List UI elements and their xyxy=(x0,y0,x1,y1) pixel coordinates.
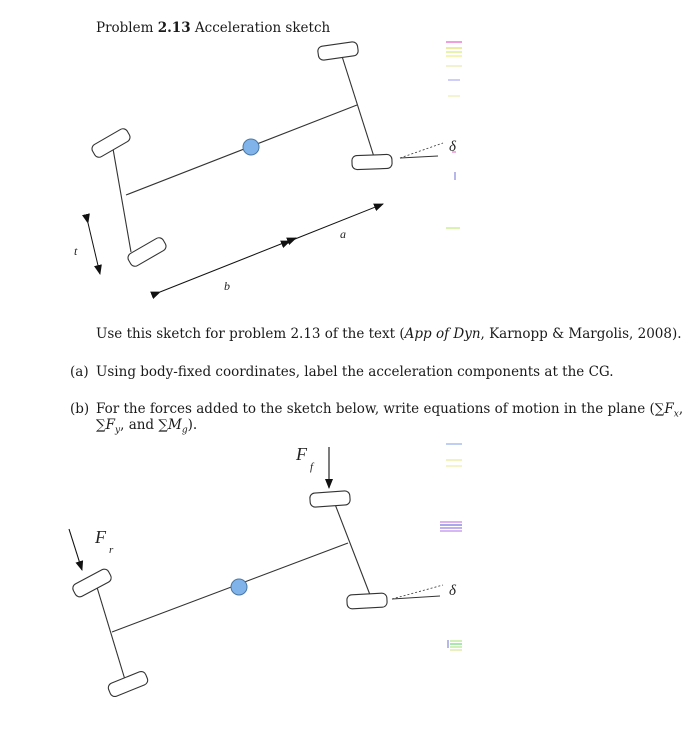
track-dimension-arrow xyxy=(88,223,100,274)
rear-axle xyxy=(112,143,131,252)
part-b xyxy=(70,401,89,418)
title-rest: Acceleration sketch xyxy=(194,20,331,36)
title-prefix: Problem xyxy=(96,20,154,36)
fy-symbol: F xyxy=(105,417,116,433)
part-a xyxy=(70,364,89,381)
a-dimension-arrow xyxy=(290,204,383,241)
track-label: t xyxy=(74,244,78,258)
part-a-text: Using body-fixed coordinates, label the acceleration components at the CG. xyxy=(96,364,614,380)
front-right-wheel xyxy=(352,154,392,169)
fy-subscript: y xyxy=(115,425,121,436)
part-b-label: (b) xyxy=(70,401,90,417)
part-b-line2-mid: , and ∑ xyxy=(120,417,169,433)
part-b-line2-end: ). xyxy=(187,417,198,433)
steer-angle-label-2: δ xyxy=(449,583,456,599)
intro-book: App of Dyn xyxy=(404,326,481,342)
front-right-wheel-2 xyxy=(347,593,388,609)
front-force-label: F xyxy=(296,444,307,464)
rear-force-subscript: r xyxy=(109,544,114,556)
front-force-subscript: f xyxy=(310,461,314,473)
sum-symbol: ∑ xyxy=(96,417,106,433)
cg-marker xyxy=(243,139,259,155)
acceleration-sketch xyxy=(90,41,443,268)
steer-wheel-line-2 xyxy=(392,596,440,599)
fx-subscript: x xyxy=(673,409,679,420)
front-left-wheel xyxy=(317,41,359,60)
steer-reference-line-2 xyxy=(392,585,443,599)
intro-before: Use this sketch for problem 2.13 of the text ( xyxy=(96,326,405,342)
front-left-wheel-2 xyxy=(310,491,351,508)
title-number: 2.13 xyxy=(157,20,191,36)
intro-after: , Karnopp & Margolis, 2008). xyxy=(480,326,682,342)
part-b-line2 xyxy=(96,417,197,440)
rear-force-label: F xyxy=(95,527,106,547)
rear-right-wheel-2 xyxy=(107,670,149,698)
rear-left-wheel xyxy=(90,127,132,159)
front-axle-2 xyxy=(333,499,372,600)
fx-symbol: F xyxy=(664,401,674,417)
part-b-line1-end: , xyxy=(678,401,684,417)
part-a-label: (a) xyxy=(70,364,89,380)
chassis-line-2 xyxy=(112,543,348,632)
mg-symbol: M xyxy=(168,417,182,433)
force-sketch xyxy=(71,491,443,698)
part-b-line1-text: For the forces added to the sketch below, write equations of motion in the plane (∑ xyxy=(96,401,665,417)
rear-force-arrow xyxy=(69,529,82,570)
chassis-line xyxy=(126,105,357,195)
a-label: a xyxy=(340,227,346,241)
rear-axle-2 xyxy=(96,584,126,683)
cg-marker-2 xyxy=(231,579,247,595)
steer-angle-label: δ xyxy=(449,139,456,155)
rear-left-wheel-2 xyxy=(71,567,113,598)
intro-text xyxy=(96,326,682,343)
margin-artifacts xyxy=(440,42,462,650)
rear-right-wheel xyxy=(126,236,168,268)
front-axle xyxy=(340,50,375,160)
mg-subscript: g xyxy=(181,425,188,436)
b-label: b xyxy=(224,279,230,293)
